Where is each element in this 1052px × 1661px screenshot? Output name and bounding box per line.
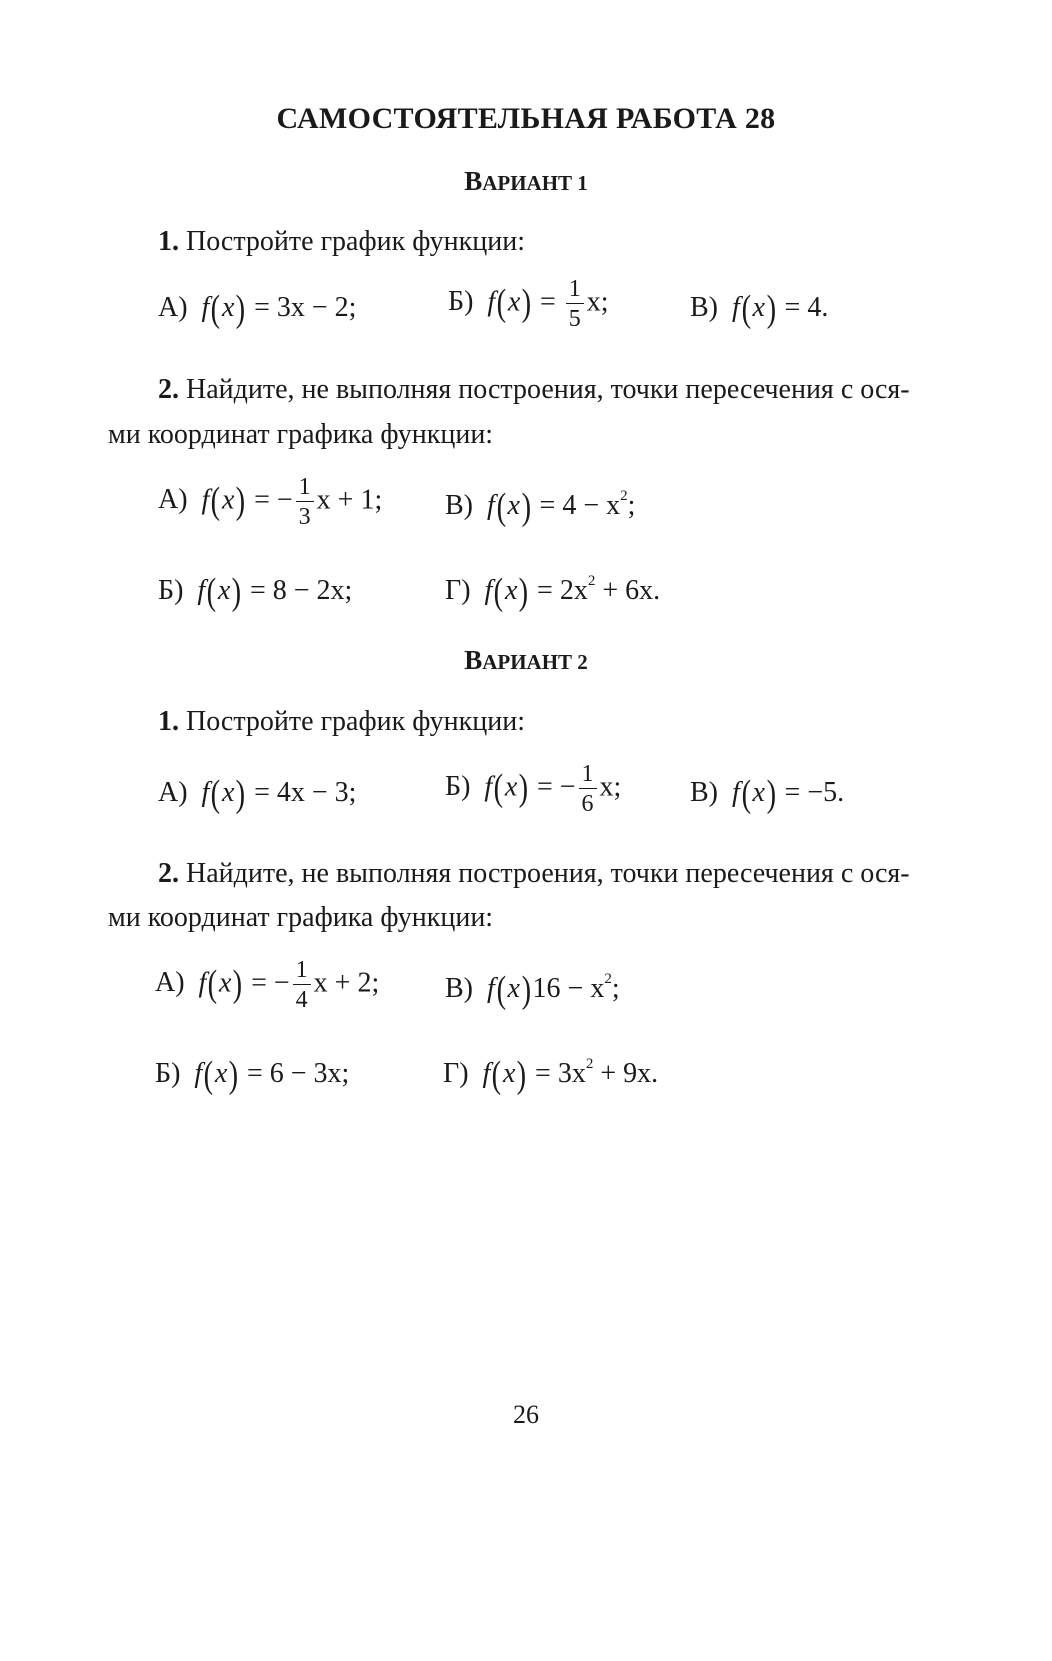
variant-2-heading: ВАРИАНТ 2 xyxy=(464,645,588,675)
v1-task2-item-b: Б) f(x) = 8 − 2x; xyxy=(158,571,353,613)
v2-task2-item-b: Б) f(x) = 6 − 3x; xyxy=(155,1054,350,1096)
v1-task2-line2: ми координат графика функции: xyxy=(108,419,494,450)
v2-task2-item-v: В) $f(x)16 - x^2$; xyxy=(445,969,620,1011)
v2-task1-item-b: Б) f(x) = − $\frac{1}{6}$ x; xyxy=(445,761,622,817)
v2-task1-item-a: А) f(x) = 4x − 3; xyxy=(158,773,357,815)
v1-task1-item-a: А) f(x) = 3x − 2; xyxy=(158,288,357,330)
v2-task2-line1: 2. Найдите, не выполняя построения, точки пересечения с ося- xyxy=(158,858,910,889)
v2-task2-item-a: А) f(x) = − $\frac{1}{4}$ x + 2; xyxy=(155,957,380,1013)
v2-task1-item-c: В) f(x) = −5. xyxy=(690,773,845,815)
v2-task2-line2: ми координат графика функции: xyxy=(108,902,494,933)
v1-task1-item-c: В) f(x) = 4. xyxy=(690,288,829,330)
v2-task1-text: 1. Постройте график функции: xyxy=(158,706,525,737)
page-number: 26 xyxy=(513,1400,539,1429)
variant-1-heading: ВАРИАНТ 1 xyxy=(464,166,588,196)
v1-task2-item-a: А) f(x) = − $\frac{1}{3}$ x + 1; xyxy=(158,474,383,530)
v1-task2-item-v: В) $f(x) = 4 - x^2$; xyxy=(445,486,636,528)
v1-task1-item-b: Б) f(x) = $\frac{1}{5}$ x; xyxy=(448,276,609,332)
v2-task2-item-g: Г) $f(x) = 3x^2 + 9x$. xyxy=(443,1054,659,1096)
v1-task1-text: 1. Постройте график функции: xyxy=(158,226,525,257)
v1-task2-line1: 2. Найдите, не выполняя построения, точки пересечения с ося- xyxy=(158,374,910,405)
page-title: САМОСТОЯТЕЛЬНАЯ РАБОТА 28 xyxy=(276,102,776,135)
v1-task2-item-g: Г) $f(x) = 2x^2 + 6x$. xyxy=(445,571,661,613)
